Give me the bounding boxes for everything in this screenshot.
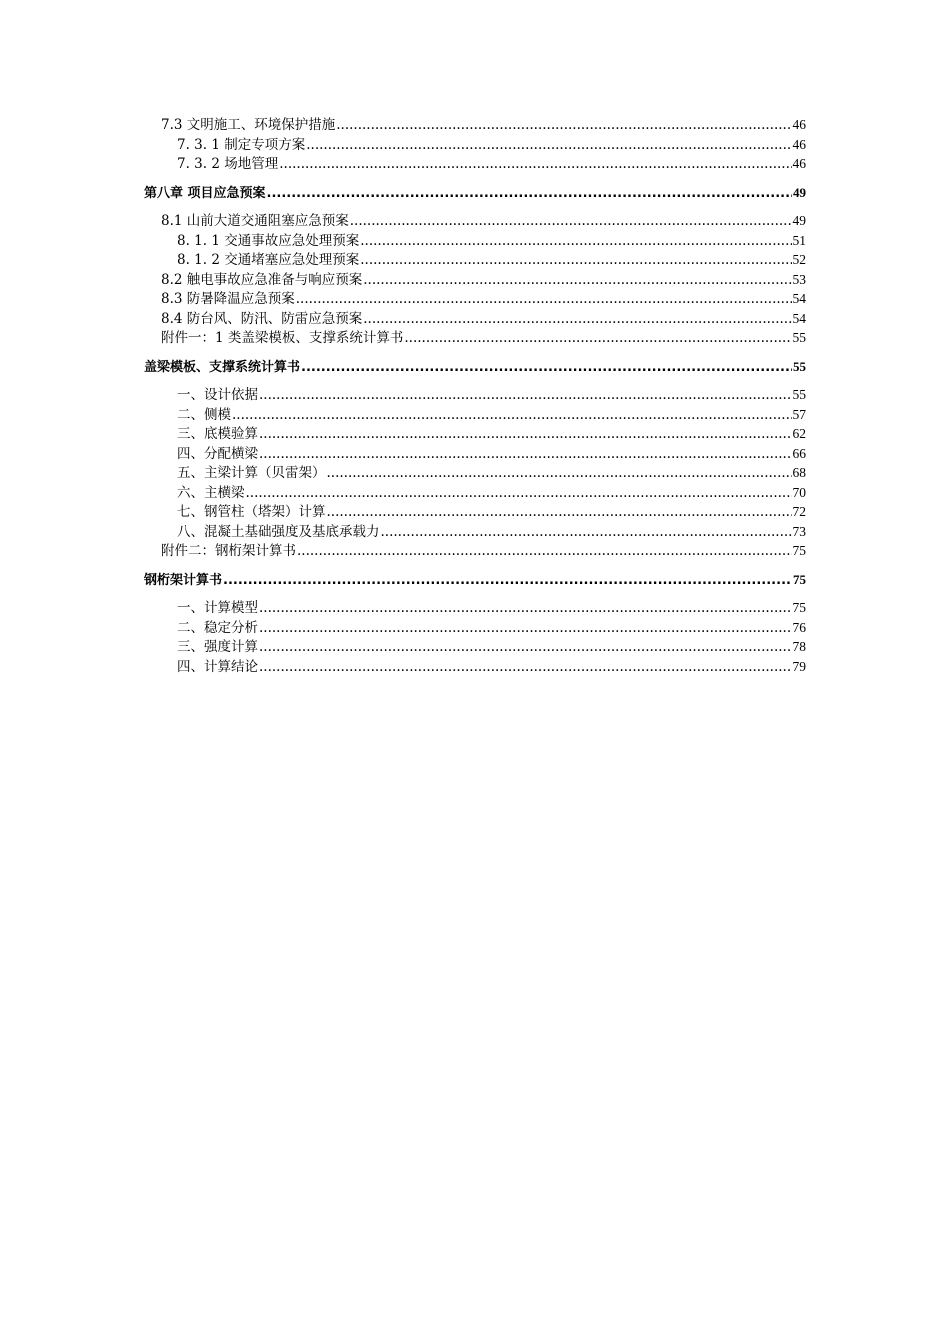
toc-page-number: 72 bbox=[792, 504, 806, 519]
dot-leader bbox=[259, 619, 792, 639]
dot-leader bbox=[232, 406, 792, 426]
toc-entry[interactable] bbox=[144, 598, 806, 618]
dot-leader bbox=[327, 503, 792, 523]
dot-leader bbox=[223, 571, 792, 591]
dot-leader bbox=[301, 358, 792, 378]
toc-page-number: 49 bbox=[792, 213, 806, 228]
toc-entry[interactable] bbox=[144, 357, 806, 377]
toc-entry[interactable] bbox=[144, 289, 806, 309]
dot-leader bbox=[259, 425, 792, 445]
toc-entry-label: 二、侧模 bbox=[177, 406, 231, 423]
dot-leader bbox=[363, 310, 791, 330]
toc-page-number: 76 bbox=[792, 619, 806, 635]
toc-entry-label: 一、设计依据 bbox=[177, 387, 258, 403]
toc-entry[interactable] bbox=[144, 570, 806, 590]
toc-page-number: 68 bbox=[792, 465, 806, 480]
toc-entry[interactable] bbox=[144, 541, 806, 561]
dot-leader bbox=[360, 251, 791, 271]
toc-page-number: 46 bbox=[792, 136, 806, 152]
dot-leader bbox=[279, 155, 791, 175]
toc-entry-label: 盖梁模板、支撑系统计算书 bbox=[144, 359, 301, 375]
toc-entry-label: 7. 3. 2 场地管理 bbox=[177, 156, 279, 172]
toc-entry[interactable] bbox=[144, 154, 806, 174]
toc-page-number: 54 bbox=[792, 310, 806, 326]
toc-entry[interactable] bbox=[144, 328, 806, 348]
toc-entry[interactable] bbox=[144, 463, 806, 483]
toc-entry[interactable] bbox=[144, 309, 806, 329]
dot-leader bbox=[306, 136, 791, 156]
toc-entry[interactable] bbox=[144, 211, 806, 231]
toc-entry[interactable] bbox=[144, 115, 806, 135]
toc-page-number: 55 bbox=[792, 387, 806, 402]
toc-entry[interactable] bbox=[144, 637, 806, 657]
toc-entry-label: 三、底模验算 bbox=[177, 426, 258, 442]
toc-entry[interactable] bbox=[144, 183, 806, 203]
toc-entry[interactable] bbox=[144, 502, 806, 522]
toc-page-number: 73 bbox=[792, 523, 806, 539]
toc-entry-label: 8.2 触电事故应急准备与响应预案 bbox=[161, 271, 363, 288]
toc-entry-label: 7.3 文明施工、环境保护措施 bbox=[161, 117, 336, 133]
toc-page-number: 46 bbox=[792, 117, 806, 132]
dot-leader bbox=[259, 386, 792, 406]
toc-entry-label: 第八章 项目应急预案 bbox=[144, 185, 266, 201]
toc-page-number: 55 bbox=[792, 330, 806, 345]
dot-leader bbox=[327, 464, 792, 484]
toc-page-number: 75 bbox=[793, 571, 806, 587]
toc-entry[interactable] bbox=[144, 135, 806, 155]
toc-entry-label: 7. 3. 1 制定专项方案 bbox=[177, 136, 306, 153]
toc-page-number: 54 bbox=[792, 291, 806, 306]
dot-leader bbox=[296, 290, 792, 310]
toc-page-number: 75 bbox=[792, 543, 806, 558]
toc-entry-label: 四、分配横梁 bbox=[177, 445, 258, 462]
dot-leader bbox=[404, 329, 791, 349]
toc-entry-label: 二、稳定分析 bbox=[177, 619, 258, 636]
dot-leader bbox=[297, 542, 792, 562]
toc-entry[interactable] bbox=[144, 250, 806, 270]
dot-leader bbox=[363, 271, 791, 291]
toc-entry[interactable] bbox=[144, 424, 806, 444]
toc-page-number: 66 bbox=[792, 445, 806, 461]
toc-entry-label: 钢桁架计算书 bbox=[144, 572, 223, 588]
toc-entry-label: 七、钢管柱（塔架）计算 bbox=[177, 504, 326, 520]
toc-entry[interactable] bbox=[144, 385, 806, 405]
toc-page-number: 46 bbox=[792, 156, 806, 171]
toc-page-number: 55 bbox=[793, 358, 806, 374]
toc-entry-label: 附件二：钢桁架计算书 bbox=[161, 543, 296, 559]
toc-entry[interactable] bbox=[144, 618, 806, 638]
toc-entry-label: 四、计算结论 bbox=[177, 658, 258, 675]
toc-entry[interactable] bbox=[144, 405, 806, 425]
toc-entry-label: 8. 1. 1 交通事故应急处理预案 bbox=[177, 232, 360, 249]
toc-entry[interactable] bbox=[144, 522, 806, 542]
toc-page-number: 51 bbox=[792, 232, 806, 248]
toc-page-number: 79 bbox=[792, 658, 806, 674]
toc-entry-label: 8.3 防暑降温应急预案 bbox=[161, 291, 295, 307]
dot-leader bbox=[350, 212, 792, 232]
toc-entry[interactable] bbox=[144, 444, 806, 464]
dot-leader bbox=[259, 445, 792, 465]
toc-entry-label: 五、主梁计算（贝雷架） bbox=[177, 465, 326, 481]
dot-leader bbox=[259, 599, 792, 619]
toc-entry-label: 八、混凝土基础强度及基底承载力 bbox=[177, 523, 380, 540]
table-of-contents bbox=[144, 115, 806, 676]
toc-page-number: 49 bbox=[793, 184, 806, 200]
toc-page-number: 62 bbox=[792, 426, 806, 441]
toc-entry[interactable] bbox=[144, 270, 806, 290]
toc-entry-label: 三、强度计算 bbox=[177, 639, 258, 655]
toc-entry-label: 8. 1. 2 交通堵塞应急处理预案 bbox=[177, 252, 360, 268]
dot-leader bbox=[246, 484, 792, 504]
toc-entry-label: 一、计算模型 bbox=[177, 600, 258, 616]
dot-leader bbox=[267, 184, 792, 204]
dot-leader bbox=[259, 658, 792, 678]
toc-page-number: 52 bbox=[792, 252, 806, 267]
dot-leader bbox=[336, 116, 791, 136]
toc-entry-label: 8.1 山前大道交通阻塞应急预案 bbox=[161, 213, 349, 229]
toc-page-number: 70 bbox=[792, 484, 806, 500]
toc-entry-label: 8.4 防台风、防汛、防雷应急预案 bbox=[161, 310, 363, 327]
toc-entry-label: 附件一：1 类盖梁模板、支撑系统计算书 bbox=[161, 330, 404, 346]
dot-leader bbox=[259, 638, 792, 658]
dot-leader bbox=[360, 232, 791, 252]
toc-entry-label: 六、主横梁 bbox=[177, 484, 245, 501]
toc-page-number: 75 bbox=[792, 600, 806, 615]
toc-entry[interactable] bbox=[144, 657, 806, 677]
toc-page-number: 53 bbox=[792, 271, 806, 287]
dot-leader bbox=[381, 523, 792, 543]
toc-page-number: 57 bbox=[792, 406, 806, 422]
toc-entry[interactable] bbox=[144, 483, 806, 503]
toc-page-number: 78 bbox=[792, 639, 806, 654]
toc-entry[interactable] bbox=[144, 231, 806, 251]
